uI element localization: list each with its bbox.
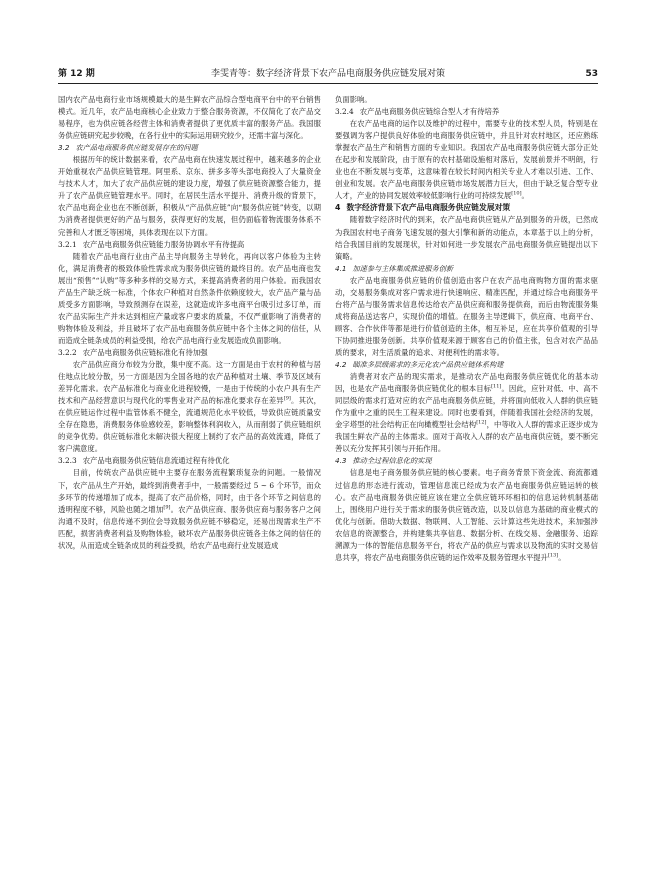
- paragraph: 根据历年的统计数据来看，农产品电商在快速发展过程中，越来越多的企业开始重视农产品供应链管理。阿里系、京东、拼多多等头部电商投入了大量资金与技术人才，加大了农产品供应链的建设力度，增强了供应链资源整合能力，提升了农产品供应链管理水平。同时，在居民生活水平提升、消费升级的背景下，农产品电商企业也在不断创新，积极从“产品供应链”向“服务供应链”转变，以期为消费者提供更好的产品与服务，获得更好的发展，但仍面临着物流服务体系不完善和人才匮乏等困境，具体表现在以下方面。: [58, 155, 321, 237]
- paragraph: 随着农产品电商行业由产品主导向服务主导转化，再向以客户体验为主转化，满足消费者的极致体验性需求成为服务供应链的最终目的。农产品电商也发展出“预售”“认购”等多种多样的交易方式，来提高消费者的用户体验。而我国农产品生产缺乏统一标准，个体农户种植对自然条件依赖度较大，农产品产量与品质受多方面影响，导致预测存在误差，这就造成许多电商平台吸引过多订单，而农产品实际生产并未达到相应产量或客户要求的质量，不仅严重影响了消费者的购物体验及利益，并且破坏了农产品电商服务供应链中各个主体之间的信任，从而造成全链条成员的利益受损，给农产品电商行业发展造成负面影响。: [58, 251, 321, 345]
- paragraph: 随着数字经济时代的到来，农产品电商供应链从产品到服务的升级，已然成为我国农村电子商务飞速发展的强大引擎和新的动能点，本章基于以上的分析，结合我国目前的发展现状，针对如何进一步发展农产品电商服务供应链提出以下策略。: [335, 215, 598, 261]
- right-column: [335, 94, 598, 564]
- section-number: 4.1: [335, 263, 347, 273]
- paragraph: 负面影响。: [335, 95, 372, 104]
- section-heading: [335, 202, 598, 214]
- section-number: 4.2: [335, 360, 347, 370]
- section-title: 加速参与主体集成推进服务创新: [352, 263, 454, 273]
- section-title: 农产品电商服务供应链发展存在的问题: [75, 143, 198, 153]
- section-title: 推动全过程信息化的实现: [352, 456, 432, 466]
- section-heading: [58, 455, 321, 467]
- section-title: 农产品电商服务供应链标准化有待加强: [82, 347, 208, 357]
- section-number: 3.2.1: [58, 239, 77, 249]
- section-heading: [335, 359, 598, 371]
- section-heading: [335, 106, 598, 118]
- section-title: 瞄准多层级需求的多元化农产品供应链体系构建: [352, 360, 504, 370]
- running-title: 李雯青等：数字经济背景下农产品电商服务供应链发展对策: [210, 69, 445, 79]
- section-number: 3.2.4: [335, 107, 354, 117]
- section-title: 数字经济背景下农产品电商服务供应链发展对策: [346, 203, 511, 213]
- page-number: 53: [585, 69, 598, 79]
- paragraph: 信息是电子商务服务供应链的核心要素。电子商务背景下资金流、商流都通过信息的形态进行流动，管理信息流已经成为农产品电商服务供应链运转的核心。农产品电商服务供应链应该在建立全供应链环环相扣的信息运转机制基础上，围绕用户进行关于需求的服务供应链改造，以及以信息为基础的商业模式的优化与创新。借助大数据、物联网、人工智能、云计算这些先进技术，来加强涉农信息的资源整合，并构建集共享信息、数据分析、在线交易、金融服务、追踪溯源为一体的智能信息服务平台，将农产品的供应与需求以及物流的实时交易信息共享，将农产品电商服务供应链的运作效率及服务管理水平提升[13]。: [335, 468, 598, 562]
- section-heading: [335, 263, 598, 275]
- section-heading: [58, 347, 321, 359]
- paragraph: 农产品供应商分布较为分散，集中度不高。这一方面是由于农村的种植与居住地点比较分散，另一方面是因为全国各地的农产品种植对土壤、季节及区域有差异化需求。农产品标准化与商业化进程较慢，一是由于传统的小农户具有生产技术和产品经营意识与现代化的零售业对产品的标准化要求存在差异[9]。其次，在供应链运作过程中监管体系不健全，流通规范化水平较低，导致供应链质量安全存在隐患，消费服务体验感较差，影响整体利润收入，从而削弱了供应链组织的竞争优势。供应链标准化未解决很大程度上制约了农产品的高效流通，降低了客户满意度。: [58, 360, 321, 454]
- section-title: 农产品电商服务供应链综合型人才有待培养: [359, 107, 500, 117]
- section-title: 农产品电商服务供应链能力服务协调水平有待提高: [82, 239, 245, 249]
- issue-number: 第 12 期: [58, 69, 95, 79]
- section-number: 3.2.3: [58, 456, 77, 466]
- section-title: 农产品电商服务供应链信息流通过程有待优化: [82, 456, 230, 466]
- section-heading: [58, 142, 321, 154]
- left-column: [58, 94, 321, 552]
- section-heading: [58, 239, 321, 251]
- section-number: 4: [335, 203, 341, 213]
- section-number: 3.2: [58, 143, 70, 153]
- paragraph: 目前，传统农产品供应链中主要存在服务流程繁琐复杂的问题。一般情况下，农产品从生产开始，最终到消费者手中，一般需要经过 5 ~ 6 个环节，而众多环节的传递增加了成本，提高了农产品价格，同时，由于各个环节之间信息的透明程度不够，风险也随之增加[9]。农产品供应商、服务供应商与服务客户之间沟通不及时，信息传递不到位会导致服务供应链不够稳定，还易出现需求生产不匹配，损害消费者利益及购物体验，破坏农产品服务供应链各主体之间的信任的状况，从而造成全链条成员的利益受损，给农产品电商行业发展造成: [58, 468, 321, 550]
- paragraph: 农产品电商服务供应链的价值创造由客户在农产品电商购物方面的需求驱动，交易服务集成对客户需求进行快速响应、精准匹配，并通过综合电商服务平台将产品与服务需求信息传达给农产品供应商和服务提供商，而后由物流服务集成将商品送达客户，实现价值的增值。在服务主导逻辑下，供应商、电商平台、顾客、合作伙伴等都是进行价值创造的主体，相互补足，应在共享价值观的引导下协同推进服务创新。共享价值观来源于顾客自己的价值主张，包含对农产品品质的要求，对生活质量的追求、对便利性的需求等。: [335, 275, 598, 357]
- running-header: [58, 67, 598, 84]
- section-number: 3.2.2: [58, 347, 77, 357]
- paragraph: 国内农产品电商行业市场规模最大的是生鲜农产品综合型电商平台中的平台销售模式。近几年，农产品电商核心企业致力于整合服务资源，不仅简化了农产品交易程序，也为供应链各经营主体和消费者提供了更优质丰富的服务产品。我国服务供应链研究起步较晚，在各行业中的实际运用研究较少，还需丰富与深化。: [58, 95, 321, 141]
- section-number: 4.3: [335, 456, 347, 466]
- section-heading: [335, 455, 598, 467]
- paragraph: 消费者对农产品的现实需求，是推动农产品电商服务供应链优化的基本动因，也是农产品电商服务供应链优化的根本目标[11]。因此，应针对低、中、高不同层级的需求打造对应的农产品电商服务供应链，并将面向低收入人群的供应链作为重中之重的民生工程来建设。同时也要看到，伴随着我国社会经济的发展，金字塔型的社会结构正在向橄榄型社会结构[12]，中等收入人群的需求正逐步成为我国生鲜农产品的主体需求。面对于高收入人群的农产品电商供应链，要不断完善以充分发挥其引领与开拓作用。: [335, 372, 598, 454]
- paragraph: 在农产品电商的运作以及维护的过程中，需要专业的技术型人员，特别是在要强调为客户提供良好体验的电商服务供应链中，并且针对农村地区，还应熟练掌握农产品生产和销售方面的专业知识。我国农产品电商服务供应链大部分正处在起步和发展阶段，由于原有的农村基础设施相对落后，发展前景并不明朗，行业也在不断发展与变革，这意味着在较长时间内相关专业人才难以引进、工作、创业和发展。农产品电商服务供应链市场发展潜力巨大，但由于缺乏复合型专业人才，产业的协同发展效率较低影响行业的可持续发展[10]。: [335, 119, 598, 201]
